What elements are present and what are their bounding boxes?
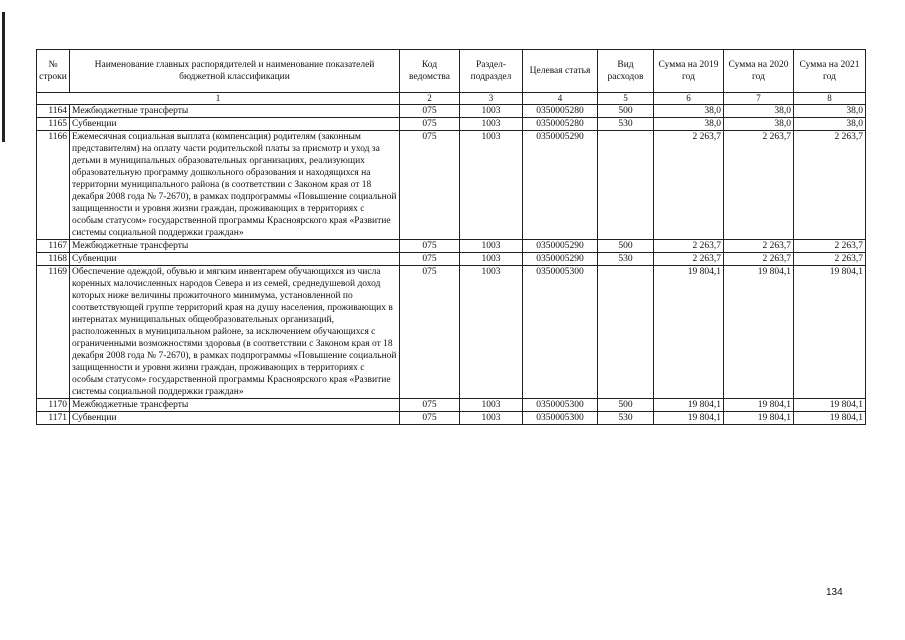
dept-code-cell: 075 xyxy=(400,266,460,399)
dept-code-cell: 075 xyxy=(400,131,460,240)
sum-2020-cell: 19 804,1 xyxy=(724,266,794,399)
row-name: Ежемесячная социальная выплата (компенсация) родителям (законным представителям) на оплату части родительской платы за присмотр и уход за детьми в муниципальных образовательных организациях, реализующих образовательную программу дошкольного образования и находящихся на территории муниципального района (в соответствии с Законом края от 18 декабря 2008 года № 7-2670), в рамках подпрограммы «Повышение социальной защищенности и уровня жизни граждан, проживающих в территориях с особым статусом» государственной программы Красноярского края «Развитие системы социальной поддержки граждан» xyxy=(70,131,400,240)
sum-2019-cell: 2 263,7 xyxy=(654,131,724,240)
sum-2020-cell: 2 263,7 xyxy=(724,240,794,253)
target-cell: 0350005280 xyxy=(523,105,598,118)
sum-2020-cell: 19 804,1 xyxy=(724,412,794,425)
header-name: Наименование главных распорядителей и наименование показателей бюджетной классификации xyxy=(70,50,400,93)
column-number: 2 xyxy=(400,93,460,105)
column-number: 6 xyxy=(654,93,724,105)
header-row-no: № строки xyxy=(37,50,70,93)
row-name: Субвенции xyxy=(70,412,400,425)
expense-type-cell xyxy=(598,266,654,399)
table-row xyxy=(37,105,866,118)
sum-2019-cell: 19 804,1 xyxy=(654,412,724,425)
row-number: 1167 xyxy=(37,240,70,253)
sum-2020-cell: 2 263,7 xyxy=(724,253,794,266)
section-cell: 1003 xyxy=(460,266,523,399)
row-name: Межбюджетные трансферты xyxy=(70,240,400,253)
section-cell: 1003 xyxy=(460,118,523,131)
column-number: 1 xyxy=(37,93,400,105)
sum-2021-cell: 2 263,7 xyxy=(794,253,866,266)
dept-code-cell: 075 xyxy=(400,118,460,131)
sum-2020-cell: 19 804,1 xyxy=(724,399,794,412)
header-row xyxy=(37,50,866,93)
table-row xyxy=(37,412,866,425)
row-name: Межбюджетные трансферты xyxy=(70,399,400,412)
section-cell: 1003 xyxy=(460,105,523,118)
section-cell: 1003 xyxy=(460,240,523,253)
sum-2020-cell: 38,0 xyxy=(724,105,794,118)
target-cell: 0350005280 xyxy=(523,118,598,131)
sum-2019-cell: 19 804,1 xyxy=(654,399,724,412)
sum-2021-cell: 38,0 xyxy=(794,105,866,118)
table-row xyxy=(37,399,866,412)
target-cell: 0350005300 xyxy=(523,266,598,399)
row-number: 1165 xyxy=(37,118,70,131)
target-cell: 0350005290 xyxy=(523,240,598,253)
row-name: Межбюджетные трансферты xyxy=(70,105,400,118)
header-section: Раздел-подраздел xyxy=(460,50,523,93)
expense-type-cell: 530 xyxy=(598,412,654,425)
row-number: 1169 xyxy=(37,266,70,399)
row-number: 1164 xyxy=(37,105,70,118)
table-row xyxy=(37,253,866,266)
expense-type-cell: 500 xyxy=(598,399,654,412)
row-name: Субвенции xyxy=(70,253,400,266)
table-row xyxy=(37,131,866,240)
sum-2021-cell: 2 263,7 xyxy=(794,240,866,253)
target-cell: 0350005300 xyxy=(523,399,598,412)
dept-code-cell: 075 xyxy=(400,253,460,266)
target-cell: 0350005290 xyxy=(523,253,598,266)
row-name: Обеспечение одеждой, обувью и мягким инвентарем обучающихся из числа коренных малочисленных народов Севера и из семей, среднедушевой доход которых ниже величины прожиточного минимума, установленной по соответствующей группе территорий края на душу населения, проживающих в интернатах муниципальных общеобразовательных организаций, расположенных в муниципальном районе, за исключением обучающихся с ограниченными возможностями здоровья (в соответствии с Законом края от 18 декабря 2008 года № 7-2670), в рамках подпрограммы «Повышение социальной защищенности и уровня жизни граждан, проживающих в территориях с особым статусом» государственной программы Красноярского края «Развитие системы социальной поддержки граждан» xyxy=(70,266,400,399)
section-cell: 1003 xyxy=(460,253,523,266)
sum-2019-cell: 19 804,1 xyxy=(654,266,724,399)
dept-code-cell: 075 xyxy=(400,399,460,412)
binding-edge-mark xyxy=(2,12,5,142)
target-cell: 0350005300 xyxy=(523,412,598,425)
header-sum-2019: Сумма на 2019 год xyxy=(654,50,724,93)
sum-2021-cell: 2 263,7 xyxy=(794,131,866,240)
header-sum-2021: Сумма на 2021 год xyxy=(794,50,866,93)
expense-type-cell xyxy=(598,131,654,240)
expense-type-cell: 530 xyxy=(598,118,654,131)
row-number: 1168 xyxy=(37,253,70,266)
expense-type-cell: 500 xyxy=(598,240,654,253)
sum-2019-cell: 38,0 xyxy=(654,118,724,131)
header-sum-2020: Сумма на 2020 год xyxy=(724,50,794,93)
column-number: 7 xyxy=(724,93,794,105)
sum-2019-cell: 2 263,7 xyxy=(654,253,724,266)
sum-2019-cell: 2 263,7 xyxy=(654,240,724,253)
column-number: 4 xyxy=(523,93,598,105)
section-cell: 1003 xyxy=(460,131,523,240)
table-row xyxy=(37,240,866,253)
expense-type-cell: 500 xyxy=(598,105,654,118)
row-name: Субвенции xyxy=(70,118,400,131)
sum-2021-cell: 19 804,1 xyxy=(794,399,866,412)
row-number: 1170 xyxy=(37,399,70,412)
row-number: 1171 xyxy=(37,412,70,425)
dept-code-cell: 075 xyxy=(400,412,460,425)
section-cell: 1003 xyxy=(460,412,523,425)
budget-table xyxy=(36,49,866,425)
table-row xyxy=(37,118,866,131)
sum-2021-cell: 19 804,1 xyxy=(794,412,866,425)
header-target: Целевая статья xyxy=(523,50,598,93)
column-number: 5 xyxy=(598,93,654,105)
sum-2019-cell: 38,0 xyxy=(654,105,724,118)
target-cell: 0350005290 xyxy=(523,131,598,240)
dept-code-cell: 075 xyxy=(400,105,460,118)
header-expense-type: Вид расходов xyxy=(598,50,654,93)
sum-2020-cell: 38,0 xyxy=(724,118,794,131)
sum-2020-cell: 2 263,7 xyxy=(724,131,794,240)
column-number-row xyxy=(37,93,866,105)
column-number: 8 xyxy=(794,93,866,105)
sum-2021-cell: 38,0 xyxy=(794,118,866,131)
header-dept-code: Код ведомства xyxy=(400,50,460,93)
sum-2021-cell: 19 804,1 xyxy=(794,266,866,399)
table-row xyxy=(37,266,866,399)
section-cell: 1003 xyxy=(460,399,523,412)
dept-code-cell: 075 xyxy=(400,240,460,253)
page-number: 134 xyxy=(826,587,843,598)
row-number: 1166 xyxy=(37,131,70,240)
column-number: 3 xyxy=(460,93,523,105)
expense-type-cell: 530 xyxy=(598,253,654,266)
